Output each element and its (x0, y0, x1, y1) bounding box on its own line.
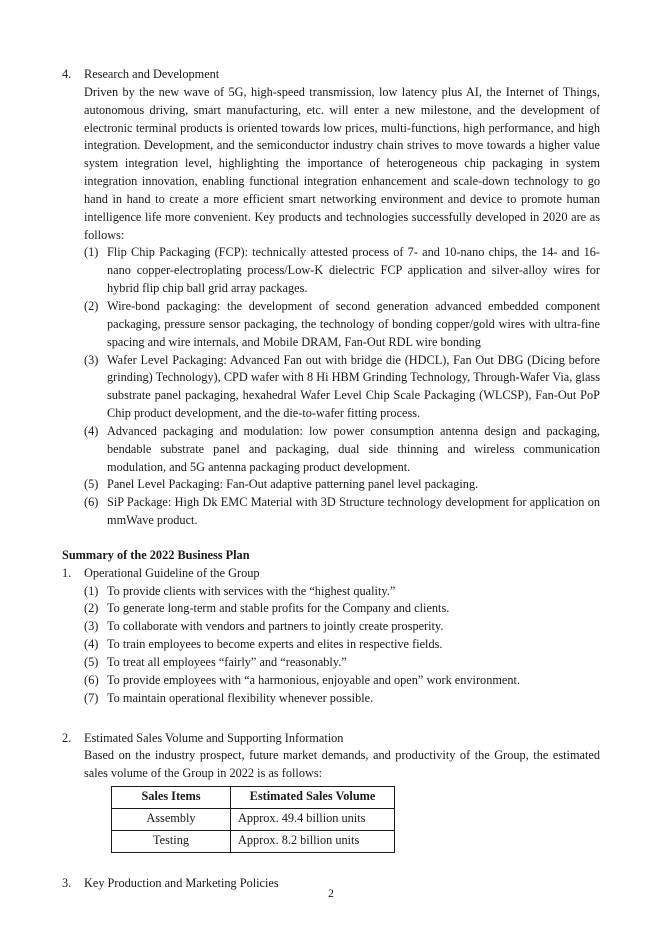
list-item (84, 618, 600, 636)
summary-item-1-heading (62, 565, 600, 583)
list-item-text: Panel Level Packaging: Fan-Out adaptive patterning panel level packaging. (107, 477, 479, 492)
list-item-marker: (4) (84, 637, 99, 652)
operational-guideline-list (84, 583, 600, 708)
table-row (112, 831, 395, 853)
summary-item-number: 1. (62, 565, 72, 580)
cell-sales-item: Assembly (112, 809, 231, 831)
spacer (62, 708, 600, 730)
list-item-marker: (5) (84, 477, 99, 492)
summary-item-number: 3. (62, 876, 72, 891)
list-item (84, 352, 600, 423)
section-number: 4. (62, 67, 72, 81)
page-number: 2 (328, 888, 334, 900)
rnd-sub-list (84, 244, 600, 530)
list-item-text: Flip Chip Packaging (FCP): technically attested process of 7- and 10-nano chips, the 14- and 16-nano copper-electroplating process/Low-K dielectric FCP application and silver-alloy wires for hybrid flip chip ball grid array packages. (107, 245, 600, 296)
list-item-text: SiP Package: High Dk EMC Material with 3D Structure technology development for application on mmWave product. (107, 495, 600, 528)
list-item (84, 654, 600, 672)
list-item-text: To train employees to become experts and elites in respective fields. (107, 637, 443, 652)
column-header-sales-items: Sales Items (112, 787, 231, 809)
list-item (84, 476, 600, 494)
spacer (62, 853, 600, 875)
estimated-sales-table (111, 786, 395, 853)
estimated-sales-paragraph: Based on the industry prospect, future market demands, and productivity of the Group, the estimated sales volume of the Group in 2022 is as follows: (84, 748, 600, 781)
summary-item-title: Estimated Sales Volume and Supporting Information (84, 730, 344, 745)
table-row (112, 809, 395, 831)
list-item-marker: (7) (84, 690, 99, 705)
list-item-text: To provide clients with services with the “highest quality.” (107, 583, 396, 598)
list-item (84, 244, 600, 298)
summary-item-number: 2. (62, 730, 72, 745)
section-title: Research and Development (84, 67, 220, 81)
sales-table-wrapper (111, 786, 600, 853)
list-item (84, 298, 600, 352)
list-item-marker: (2) (84, 601, 99, 616)
summary-item-title: Operational Guideline of the Group (84, 565, 260, 580)
list-item-marker: (2) (84, 298, 99, 313)
list-item-text: Advanced packaging and modulation: low power consumption antenna design and packaging, bendable substrate panel and packaging, dual side thinning and wireless communication modulation, and 5G antenna packaging product development. (107, 423, 600, 474)
list-item-text: To provide employees with “a harmonious, enjoyable and open” work environment. (107, 672, 521, 687)
list-item (84, 423, 600, 477)
list-item-marker: (1) (84, 583, 99, 598)
cell-estimated-volume: Approx. 49.4 billion units (231, 809, 395, 831)
list-item-marker: (6) (84, 672, 99, 687)
list-item-marker: (6) (84, 495, 99, 510)
list-item-marker: (5) (84, 655, 99, 669)
list-item (84, 672, 600, 690)
page-content (62, 66, 600, 893)
section-heading-research-and-development (62, 66, 600, 84)
list-item-text: To treat all employees “fairly” and “reasonably.” (107, 655, 347, 669)
list-item-marker: (1) (84, 245, 99, 260)
cell-sales-item: Testing (112, 831, 231, 853)
list-item-text: Wafer Level Packaging: Advanced Fan out with bridge die (HDCL), Fan Out DBG (Dicing before grinding) Technology), CPD wafer with 8 Hi HBM Grinding Technology, Through-Wafer Via, glass substrate panel packaging, hexahedral Wafer Level Chip Scale Packaging (WLCSP), Fan-Out PoP Chip product development, and the die-to-wafer fitting process. (107, 352, 600, 421)
list-item (84, 600, 600, 618)
summary-item-2-heading (62, 730, 600, 748)
list-item-text: To maintain operational flexibility whenever possible. (107, 690, 374, 705)
section-paragraph-research: Driven by the new wave of 5G, high-speed transmission, low latency plus AI, the Internet of Things, autonomous driving, smart manufacturing, etc. will enter a new milestone, and the development of electronic terminal products is oriented towards low prices, multi-functions, high performance, and high integration. Development, and the semiconductor industry chain strives to move towards a higher value system integration level, highlighting the importance of heterogeneous chip packaging in system integration innovation, enabling functional integration enhancement and scale-down technology to go hand in hand to create a more efficient smart networking environment and device to promote human intelligence life more convenient. Key products and technologies successfully developed in 2020 are as follows: (84, 84, 600, 242)
column-header-estimated-sales-volume: Estimated Sales Volume (231, 787, 395, 809)
list-item-marker: (4) (84, 423, 99, 438)
summary-item-title: Key Production and Marketing Policies (84, 876, 279, 891)
list-item (84, 690, 600, 708)
list-item-marker: (3) (84, 352, 99, 367)
list-item (84, 636, 600, 654)
list-item-text: To collaborate with vendors and partners to jointly create prosperity. (107, 619, 444, 634)
list-item-text: Wire-bond packaging: the development of second generation advanced embedded component packaging, pressure sensor packaging, the technology of bonding copper/gold wires with ultra-fine spacing and wire internals, and Mobile DRAM, Fan-Out RDL wire bonding (107, 298, 600, 349)
list-item (84, 583, 600, 601)
list-item (84, 494, 600, 530)
cell-estimated-volume: Approx. 8.2 billion units (231, 831, 395, 853)
list-item-marker: (3) (84, 619, 99, 634)
table-header-row (112, 787, 395, 809)
summary-heading: Summary of the 2022 Business Plan (62, 547, 250, 562)
list-item-text: To generate long-term and stable profits for the Company and clients. (107, 601, 450, 616)
